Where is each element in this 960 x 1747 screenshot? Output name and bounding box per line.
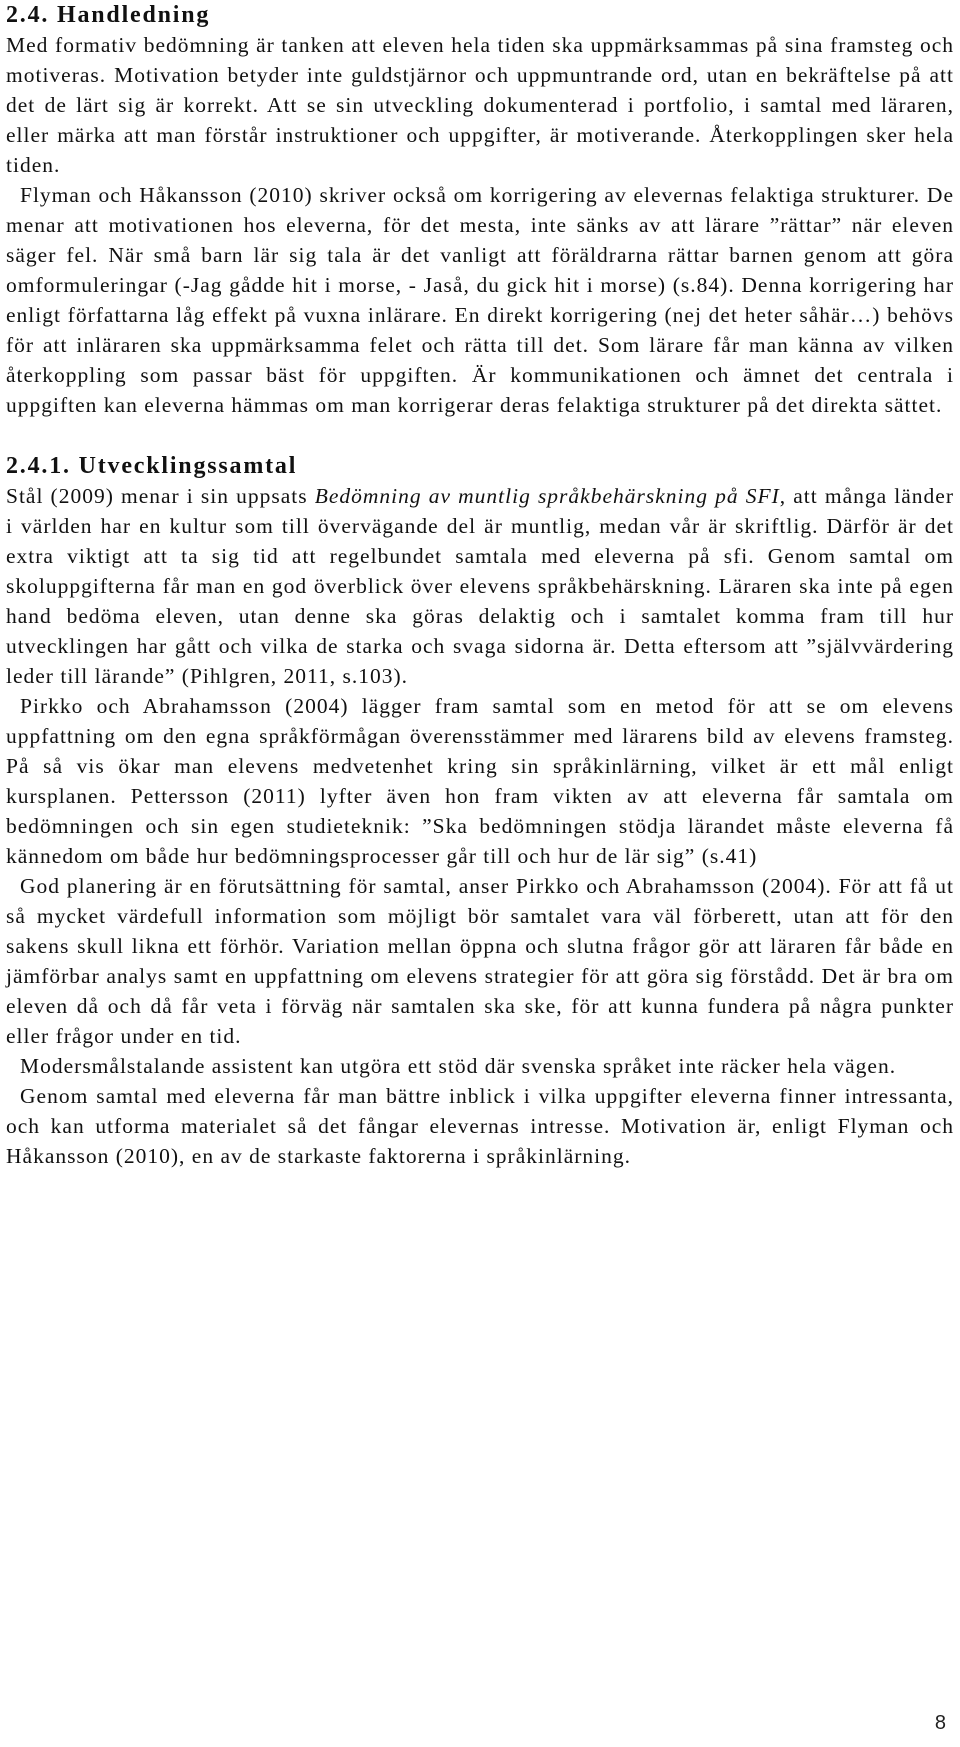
page-number: 8	[934, 1712, 946, 1734]
section-paragraph-2: Flyman och Håkansson (2010) skriver också om korrigering av elevernas felaktiga strukturer. De menar att motivationen hos eleverna, för det mesta, inte sänks av att lärare ”rättar” när eleven säger fel. När små barn lär sig tala är det vanligt att föräldrarna rättar barnen genom att göra omformuleringar (-Jag gådde hit i morse, - Jaså, du gick hit i morse) (s.84). Denna korrigering har enligt författarna låg effekt på vuxna inlärare. En direkt korrigering (nej det heter såhär…) behövs för att inläraren ska uppmärksamma felet och rätta till det. Som lärare får man känna av vilken återkoppling som passar bäst för uppgiften. Är kommunikationen och ämnet det centrala i uppgiften kan eleverna hämmas om man korrigerar deras felaktiga strukturer på det direkta sättet.	[6, 183, 954, 417]
subsection-paragraph-2: God planering är en förutsättning för samtal, anser Pirkko och Abrahamsson (2004). För att få ut så mycket värdefull information som möjligt bör samtalet vara väl förberett, utan att för den sakens skull likna ett förhör. Variation mellan öppna och slutna frågor gör att läraren får både en jämförbar analys samt en uppfattning om elevens strategier för att göra sig förstådd. Det är bra om eleven då och då får veta i förväg när samtalen ska ske, för att kunna fundera på några punkter eller frågor under en tid.	[6, 874, 954, 1048]
subsection-heading: 2.4.1. Utvecklingssamtal	[6, 453, 298, 479]
subsection-paragraph-4: Genom samtal med eleverna får man bättre inblick i vilka uppgifter eleverna finner intressanta, och kan utforma materialet så det fångar elevernas intresse. Motivation är, enligt Flyman och Håkansson (2010), en av de starkaste faktorerna i språkinlärning.	[6, 1084, 954, 1168]
section-heading: 2.4. Handledning	[6, 2, 211, 28]
document-page	[6, 0, 954, 1171]
intro-text-before: Stål (2009) menar i sin uppsats	[6, 484, 315, 508]
intro-text-after: , att många länder i världen har en kultur som till övervägande del är muntlig, medan vår är skriftlig. Därför är det extra viktigt att ta sig tid att regelbundet samtala med eleverna på sfi. Genom samtal om skoluppgifterna får man en god överblick över elevens språkbehärskning. Läraren ska inte på egen hand bedöma eleven, utan denne ska göras delaktig och i samtalet komma fram till hur utvecklingen har gått och vilka de starka och svaga sidorna är. Detta eftersom att ”självvärdering leder till lärande” (Pihlgren, 2011, s.103).	[6, 484, 954, 688]
section-paragraph-1: Med formativ bedömning är tanken att eleven hela tiden ska uppmärksammas på sina framsteg och motiveras. Motivation betyder inte guldstjärnor och uppmuntrande ord, utan en bekräftelse på att det de lärt sig är korrekt. Att se sin utveckling dokumenterad i portfolio, i samtal med läraren, eller märka att man förstår instruktioner och uppgifter, är motiverande. Återkopplingen sker hela tiden.	[6, 33, 954, 177]
subsection-paragraph-3: Modersmålstalande assistent kan utgöra ett stöd där svenska språket inte räcker hela vägen.	[20, 1054, 897, 1078]
cited-thesis-title: Bedömning av muntlig språkbehärskning på SFI	[314, 484, 780, 508]
subsection-intro-paragraph	[6, 481, 954, 691]
subsection-paragraph-1: Pirkko och Abrahamsson (2004) lägger fram samtal som en metod för att se om elevens uppfattning om den egna språkförmågan överensstämmer med lärarens bild av elevens framsteg. På så vis ökar man elevens medvetenhet kring sin språkinlärning, vilket är ett mål enligt kursplanen. Pettersson (2011) lyfter även hon fram vikten av att eleverna får samtala om bedömningen och sin egen studieteknik: ”Ska bedömningen stödja lärandet måste eleverna få kännedom om både hur bedömningsprocesser går till och hur de lär sig” (s.41)	[6, 694, 954, 868]
